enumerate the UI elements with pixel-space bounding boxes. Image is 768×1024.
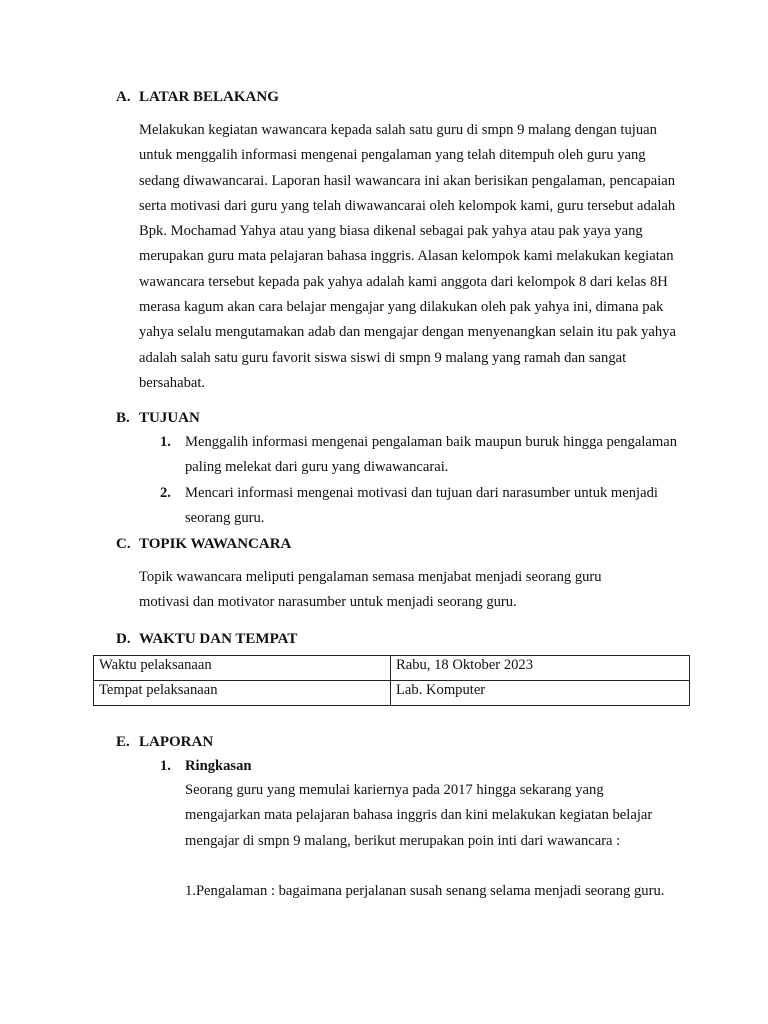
list-item [160,430,680,481]
heading-title: LATAR BELAKANG [139,89,279,105]
heading-title: WAKTU DAN TEMPAT [139,631,298,647]
table-row [94,656,690,681]
list-item [160,481,680,532]
heading-title: TUJUAN [139,410,200,426]
table-row [94,681,690,706]
heading-letter: D. [116,631,131,647]
list-number: 1. [160,434,171,450]
heading-letter: C. [116,536,131,552]
topik-paragraph: Topik wawancara meliputi pengalaman semasa menjabat menjadi seorang guru motivasi dan motivator narasumber untuk menjadi seorang guru. [139,569,602,611]
subheading-title: Ringkasan [185,758,252,774]
table-cell: Waktu pelaksanaan [94,656,391,681]
waktu-tempat-table [93,655,690,706]
heading-topik-wawancara [116,534,291,554]
heading-letter: A. [116,89,131,105]
list-text: Menggalih informasi mengenai pengalaman baik maupun buruk hingga pengalaman paling melekat dari guru yang diwawancarai. [185,434,677,476]
heading-laporan [116,732,213,752]
heading-latar-belakang [116,87,279,107]
tujuan-list [160,430,680,531]
table-cell: Lab. Komputer [391,681,690,706]
list-text: Mencari informasi mengenai motivasi dan tujuan dari narasumber untuk menjadi seorang guru. [185,484,658,526]
ringkasan-point: 1.Pengalaman : bagaimana perjalanan susah senang selama menjadi seorang guru. [185,883,665,899]
table-cell: Rabu, 18 Oktober 2023 [391,656,690,681]
heading-title: TOPIK WAWANCARA [139,536,292,552]
heading-letter: B. [116,410,130,426]
subheading-ringkasan [160,756,252,776]
subheading-number: 1. [160,758,171,774]
list-number: 2. [160,484,171,501]
table-cell: Tempat pelaksanaan [94,681,391,706]
ringkasan-paragraph: Seorang guru yang memulai kariernya pada 2017 hingga sekarang yang mengajarkan mata pelajaran bahasa inggris dan kini melakukan kegiatan belajar mengajar di smpn 9 malang, berikut merupakan poin inti dari wawancara : [185,782,653,849]
heading-title: LAPORAN [139,734,214,750]
heading-waktu-dan-tempat [116,629,297,649]
latar-belakang-paragraph: Melakukan kegiatan wawancara kepada salah satu guru di smpn 9 malang dengan tujuan untuk menggalih informasi mengenai pengalaman yang telah ditempuh oleh guru yang sedang diwawancarai. Laporan hasil wawancara ini akan berisikan pengalaman, pencapaian serta motivasi dari guru yang telah diwawancarai oleh kelompok kami, guru tersebut adalah Bpk. Mochamad Yahya atau yang biasa dikenal sebagai pak yahya atau pak yaya yang merupakan guru mata pelajaran bahasa inggris. Alasan kelompok kami melakukan kegiatan wawancara tersebut kepada pak yahya adalah kami anggota dari kelompok 8 dari kelas 8H merasa kagum akan cara belajar mengajar yang dilakukan oleh pak yahya ini, dimana pak yahya selalu mengutamakan adab dan mengajar dengan menyenangkan selain itu pak yahya adalah salah satu guru favorit siswa siswi di smpn 9 malang yang ramah dan sangat bersahabat. [139,122,676,391]
heading-tujuan [116,408,200,428]
heading-letter: E. [116,734,130,750]
